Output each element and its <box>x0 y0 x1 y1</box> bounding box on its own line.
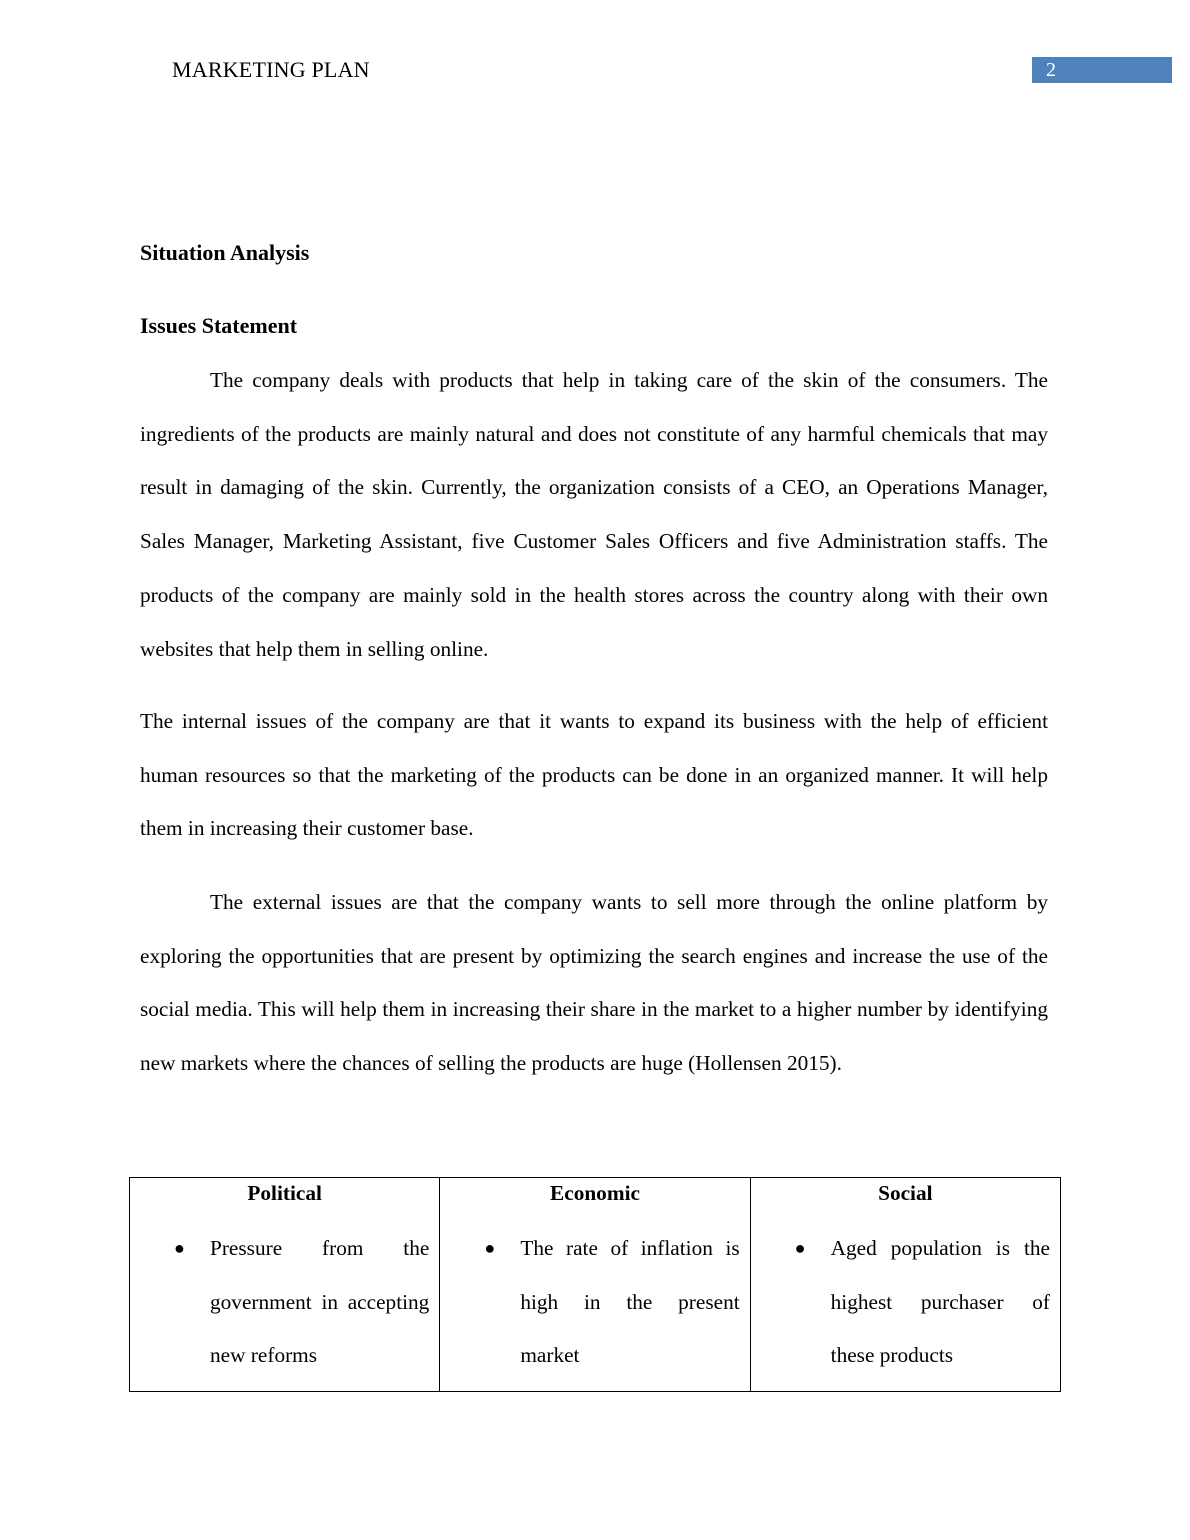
pest-item-social: Aged population is the highest purchaser of these products <box>830 1236 1050 1368</box>
bullet-icon: ● <box>484 1238 496 1258</box>
paragraph-internal-issues: The internal issues of the company are that it wants to expand its business with the help of efficient human resources so that the marketing of the products can be done in an organized manner. It will help them in increasing their customer base. <box>140 709 1048 841</box>
bullet-icon: ● <box>794 1238 806 1258</box>
pest-cell-political <box>130 1208 440 1392</box>
pest-cell-economic <box>440 1208 750 1392</box>
section-heading-situation-analysis: Situation Analysis <box>140 240 310 265</box>
paragraph-company-overview: The company deals with products that help in taking care of the skin of the consumers. The ingredients of the products are mainly natural and does not constitute of any harmful chemicals that may result in damaging of the skin. Currently, the organization consists of a CEO, an Operations Manager, Sales Manager, Marketing Assistant, five Customer Sales Officers and five Administration staffs. The products of the company are mainly sold in the health stores across the country along with their own websites that help them in selling online. <box>140 368 1048 661</box>
page-number: 2 <box>1032 57 1172 83</box>
pest-table-header-row <box>130 1178 1061 1209</box>
pest-cell-social <box>750 1208 1060 1392</box>
pest-item-political: Pressure from the government in accepting new reforms <box>210 1236 430 1368</box>
running-header-title: MARKETING PLAN <box>172 57 370 82</box>
pest-analysis-table <box>129 1177 1061 1392</box>
pest-table-row <box>130 1208 1061 1392</box>
bullet-icon: ● <box>174 1238 185 1258</box>
pest-header-social: Social <box>750 1178 1060 1209</box>
pest-header-economic: Economic <box>440 1178 750 1209</box>
paragraph-external-issues: The external issues are that the company wants to sell more through the online platform by exploring the opportunities that are present by optimizing the search engines and increase the use of the social media. This will help them in increasing their share in the market to a higher number by identifying new markets where the chances of selling the products are huge (Hollensen 2015). <box>140 890 1048 1076</box>
subsection-heading-issues-statement: Issues Statement <box>140 313 298 338</box>
pest-header-political: Political <box>130 1178 440 1209</box>
pest-item-economic: The rate of inflation is high in the present market <box>520 1236 740 1368</box>
